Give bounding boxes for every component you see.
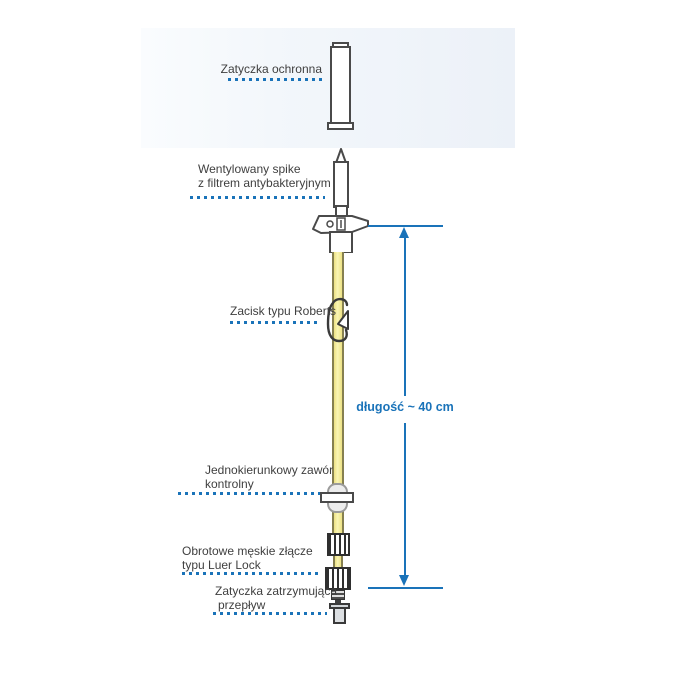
dimension-vertical-line-lower <box>404 423 406 576</box>
label-check-valve-line2: kontrolny <box>205 477 254 491</box>
cap-body <box>330 46 351 124</box>
label-protective-cap-line1: Zatyczka ochronna <box>220 62 322 76</box>
label-flow-stop-cap-line1: Zatyczka zatrzymująca <box>215 584 338 598</box>
dimension-vertical-line-upper <box>404 236 406 396</box>
dotted-underline-luer <box>182 572 320 575</box>
label-vented-spike <box>198 162 331 190</box>
cap-flange <box>327 122 354 130</box>
dotted-underline-valve <box>178 492 320 495</box>
dotted-underline-stopcap <box>213 612 327 615</box>
highlight-panel <box>141 28 515 148</box>
arrow-down-icon <box>399 575 409 586</box>
dotted-underline-clamp <box>230 321 321 324</box>
label-roberts-clamp-line1: Zacisk typu Roberts <box>230 304 337 318</box>
label-luer-lock-line2: typu Luer Lock <box>182 558 261 572</box>
valve-flange <box>320 492 354 503</box>
rotating-collar <box>327 533 350 556</box>
dotted-underline-cap <box>228 78 322 81</box>
label-vented-spike-line1: Wentylowany spike <box>198 162 301 176</box>
vent-hole-icon <box>327 221 333 227</box>
label-check-valve-line1: Jednokierunkowy zawór <box>205 463 334 477</box>
label-protective-cap <box>218 62 322 76</box>
label-luer-lock-line1: Obrotowe męskie złącze <box>182 544 313 558</box>
label-flow-stop-cap <box>215 584 337 612</box>
label-check-valve <box>205 463 333 491</box>
label-roberts-clamp <box>230 304 336 318</box>
dimension-label: długość ~ 40 cm <box>356 400 454 414</box>
label-flow-stop-cap-line2: przepływ <box>218 598 266 612</box>
label-vented-spike-line2: z filtrem antybakteryjnym <box>198 176 331 190</box>
label-luer-lock <box>182 544 313 572</box>
dotted-underline-spike <box>190 196 325 199</box>
dimension-bottom-line <box>368 587 443 589</box>
